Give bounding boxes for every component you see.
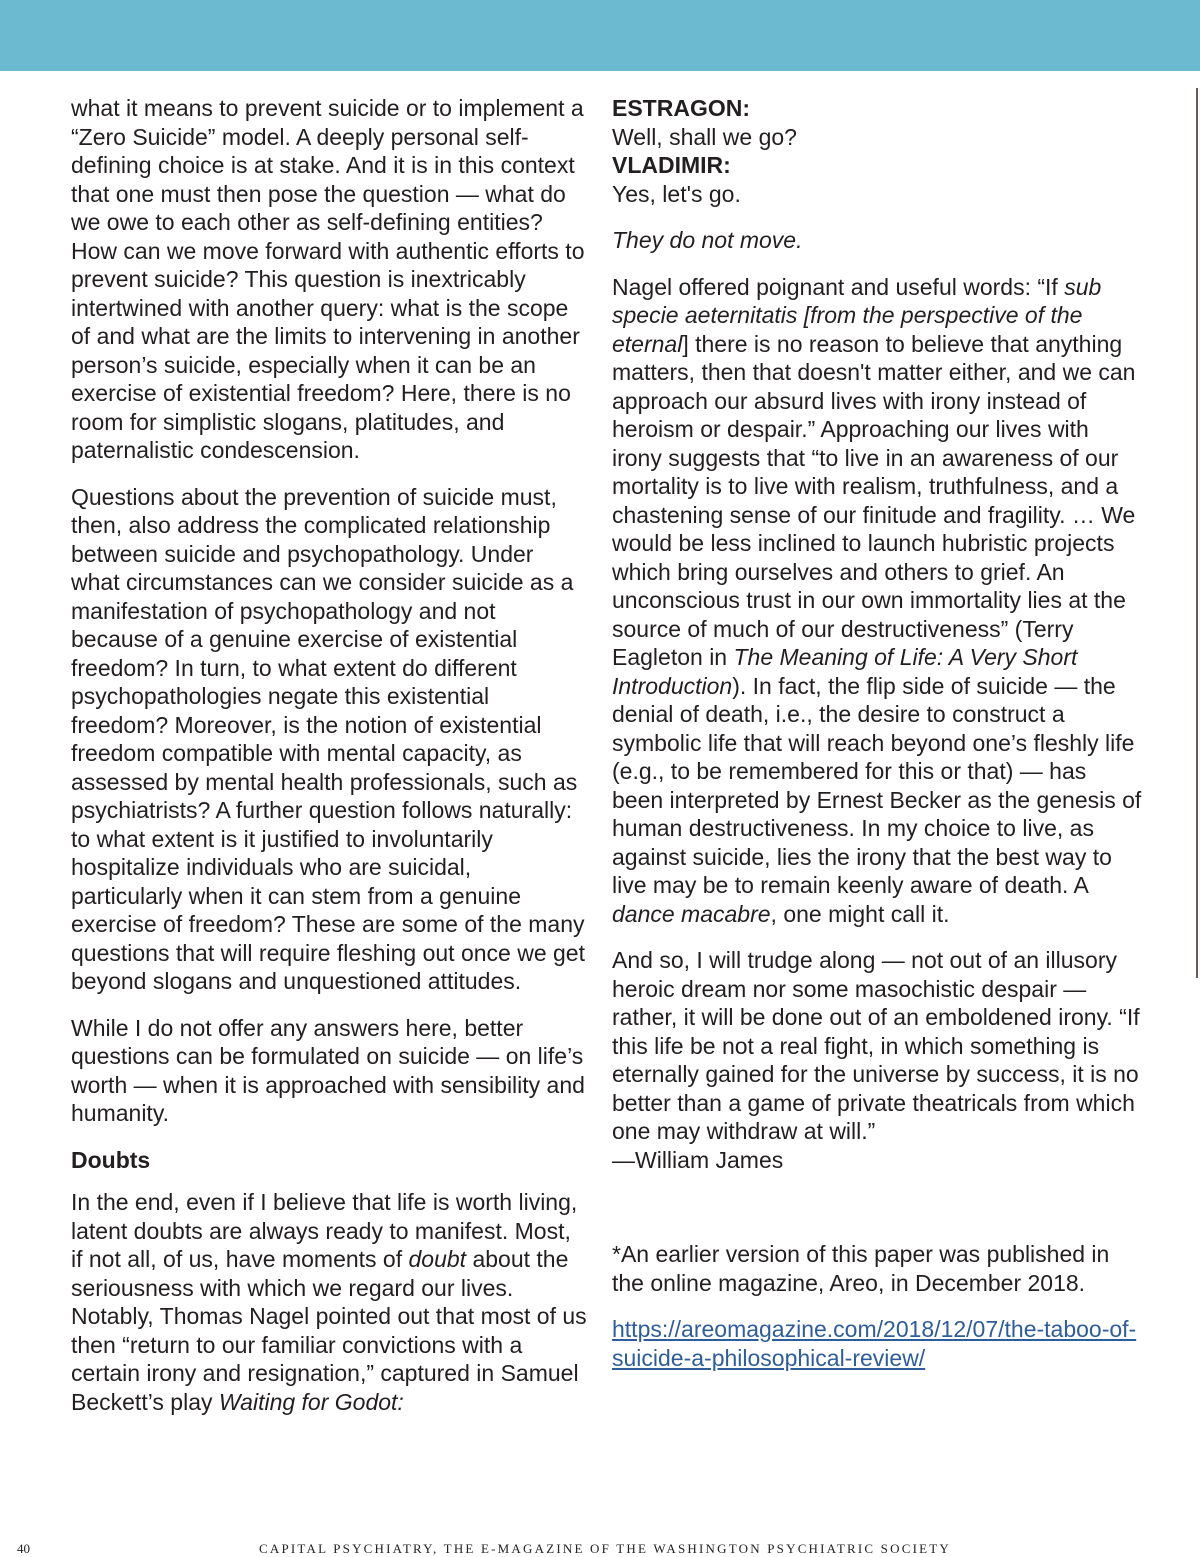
paragraph: And so, I will trudge along — not out of an illusory heroic dream nor some masochistic despair — rather, it will be done out of an emboldened irony. “If this life be not a real fight, in which something is eternally gained for the universe by success, it is no better than a game of private theatricals from which one may withdraw at will.” [612,947,1140,1144]
paragraph: what it means to prevent suicide or to implement a “Zero Suicide” model. A deeply personal self-defining choice is at stake. And it is in this context that one must then pose the question — what do we owe to each other as self-defining entities? How can we move forward with authentic efforts to prevent suicide? This question is inextricably intertwined with another query: what is the scope of and what are the limits to intervening in another person’s suicide, especially when it can be an exercise of existential freedom? Here, there is no room for simplistic slogans, platitudes, and paternalistic condescension. [71,95,585,463]
play-title: Waiting for Godot: [218,1388,404,1415]
header-band [0,0,1200,71]
book-title: The Meaning of Life: A Very Short Introduction [612,644,1078,699]
emphasis-dance-macabre: dance macabre [612,900,771,927]
section-heading-doubts: Doubts [71,1146,151,1173]
dialogue [612,94,1142,208]
text-run: In the end, even if I believe that life is worth living, latent doubts are always ready to manifest. Most, if not all, of us, have moments of [71,1189,578,1272]
dialogue-line: Well, shall we go? [612,123,797,150]
page-edge-rule [1196,88,1198,978]
footer-title: CAPITAL PSYCHIATRY, THE E-MAGAZINE OF THE WASHINGTON PSYCHIATRIC SOCIETY [259,1541,951,1556]
paragraph [612,273,1142,929]
speaker-vladimir: VLADIMIR: [612,152,731,178]
left-column [71,94,587,1434]
paragraph: While I do not offer any answers here, better questions can be formulated on suicide — on life’s worth — when it is approached with sensibility and humanity. [71,1014,585,1126]
text-run: ] there is no reason to believe that anything matters, then that doesn't matter either, and we can approach our absurd lives with irony instead of heroism or despair.” Approaching our lives with irony suggests that “to live in an awareness of our mortality is to live with realism, truthfulness, and a chastening sense of our finitude and fragility. … We would be less inclined to launch hubristic projects which bring ourselves and others to grief. An unconscious trust in our own immortality lies at the source of much of our destructiveness” (Terry Eagleton in [612,330,1136,670]
text-run: ). In fact, the flip side of suicide — the denial of death, i.e., the desire to construct a symbolic life that will reach beyond one’s fleshly life (e.g., to be remembered for this or that) — has been interpreted by Ernest Becker as the genesis of human destructiveness. In my choice to live, as against suicide, lies the irony that the best way to live may be to remain keenly aware of death. A [612,672,1142,898]
spacer [612,1192,1142,1240]
text-run: about the seriousness with which we regard our lives. Notably, Thomas Nagel pointed out that most of us then “return to our familiar convictions with a certain irony and resignation,” captured in Samuel Beckett’s play [71,1246,587,1415]
text-run: Nagel offered poignant and useful words: “If [612,273,1065,300]
dialogue-line: Yes, let's go. [612,180,741,207]
page-number: 40 [17,1541,30,1556]
text-run: , one might call it. [770,900,950,927]
speaker-estragon: ESTRAGON: [612,95,750,121]
publication-note: *An earlier version of this paper was published in the online magazine, Areo, in December 2018. [612,1241,1110,1296]
emphasis-doubt: doubt [408,1246,467,1272]
latin-phrase: sub specie aeternitatis [from the perspective of the eternal [612,273,1102,357]
paragraph: Questions about the prevention of suicide must, then, also address the complicated relationship between suicide and psychopathology. Under what circumstances can we consider suicide as a manifestation of psychopathology and not because of a genuine exercise of existential freedom? In turn, to what extent do different psychopathologies negate this existential freedom? Moreover, is the notion of existential freedom compatible with mental capacity, as assessed by mental health professionals, such as psychiatrists? A further question follows naturally: to what extent is it justified to involuntarily hospitalize individuals who are suicidal, particularly when it can stem from a genuine exercise of freedom? These are some of the many questions that will require fleshing out once we get beyond slogans and unquestioned attitudes. [71,483,585,994]
paragraph [71,1188,587,1416]
source-link-paragraph [612,1315,1142,1372]
stage-direction: They do not move. [612,227,803,253]
right-column [612,94,1142,1390]
attribution: —William James [612,1146,784,1173]
source-link[interactable]: https://areomagazine.com/2018/12/07/the-taboo-of-suicide-a-philosophical-review/ [612,1316,1137,1371]
